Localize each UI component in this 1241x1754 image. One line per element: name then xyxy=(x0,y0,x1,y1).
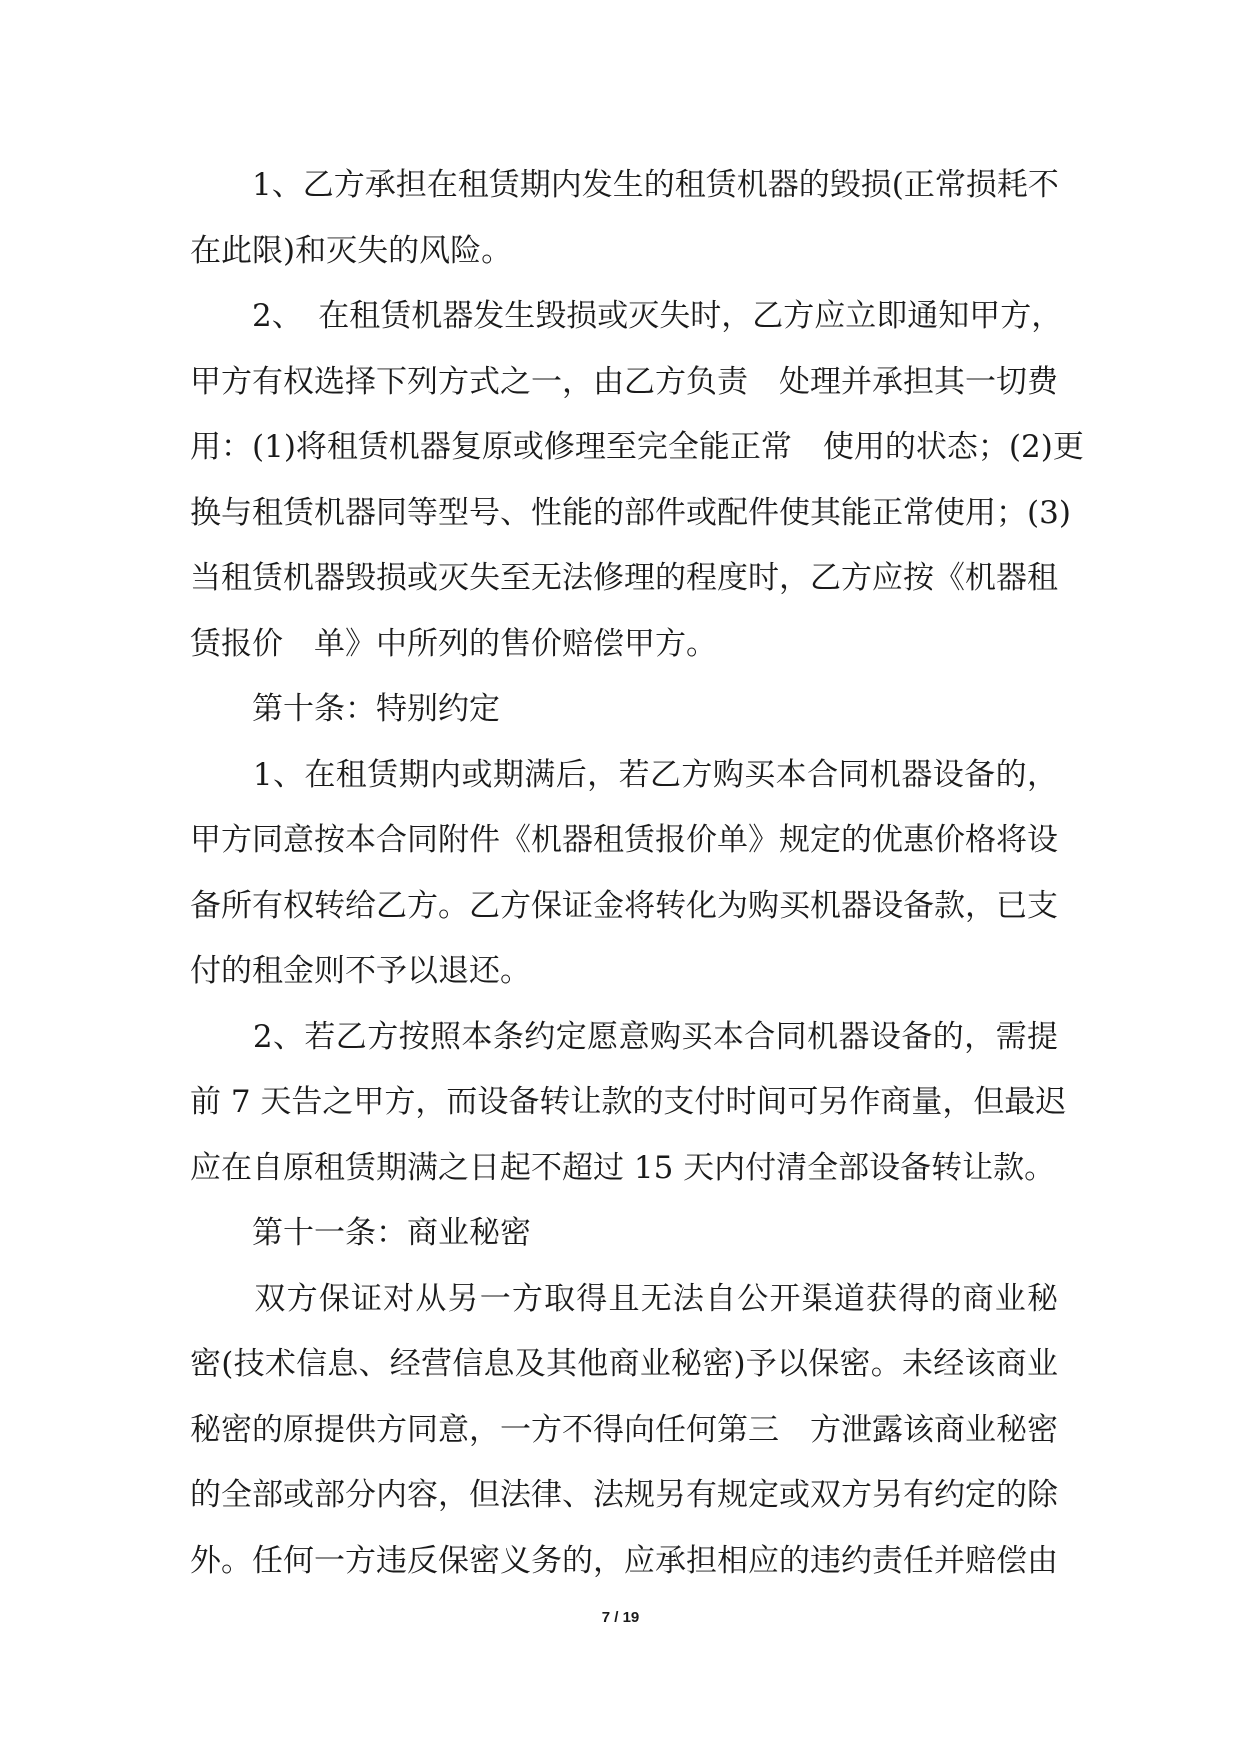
text-line: 第十一条：商业秘密 xyxy=(190,1215,531,1251)
section-heading-article-11 xyxy=(190,1201,1058,1267)
text-line: 付的租金则不予以退还。 xyxy=(190,953,531,989)
text-line: 2、若乙方按照本条约定愿意购买本合同机器设备的，需提 xyxy=(190,1018,1058,1055)
text-line: 备所有权转给乙方。乙方保证金将转化为购买机器设备款，已支 xyxy=(190,887,1058,924)
paragraph-1 xyxy=(190,153,1058,284)
paragraph-5 xyxy=(190,1267,1058,1595)
document-body xyxy=(190,153,1084,1594)
text-line: 在此限)和灭失的风险。 xyxy=(190,232,513,269)
paragraph-4 xyxy=(190,1005,1067,1202)
text-line: 1、在租赁期内或期满后，若乙方购买本合同机器设备的， xyxy=(190,756,1058,793)
text-line: 当租赁机器毁损或灭失至无法修理的程度时，乙方应按《机器租 xyxy=(190,560,1058,596)
text-line: 换与租赁机器同等型号、性能的部件或配件使其能正常使用；(3) xyxy=(190,494,1071,531)
text-line: 的全部或部分内容，但法律、法规另有规定或双方另有约定的除 xyxy=(190,1477,1058,1513)
text-line: 用：(1)将租赁机器复原或修理至完全能正常 使用的状态；(2)更 xyxy=(190,429,1084,465)
text-line: 应在自原租赁期满之日起不超过 15 天内付清全部设备转让款。 xyxy=(190,1149,1056,1186)
paragraph-3 xyxy=(190,743,1058,1005)
text-line: 第十条：特别约定 xyxy=(190,691,500,727)
text-line: 秘密的原提供方同意，一方不得向任何第三 方泄露该商业秘密 xyxy=(190,1411,1058,1448)
text-line: 双方保证对从另一方取得且无法自公开渠道获得的商业秘 xyxy=(190,1280,1058,1317)
text-line: 密(技术信息、经营信息及其他商业秘密)予以保密。未经该商业 xyxy=(190,1346,1058,1382)
paragraph-2 xyxy=(190,284,1084,677)
text-line: 甲方有权选择下列方式之一，由乙方负责 处理并承担其一切费 xyxy=(190,363,1058,400)
text-line: 外。任何一方违反保密义务的，应承担相应的违约责任并赔偿由 xyxy=(190,1542,1058,1579)
text-line: 赁报价 单》中所列的售价赔偿甲方。 xyxy=(190,625,717,662)
text-line: 1、乙方承担在租赁期内发生的租赁机器的毁损(正常损耗不 xyxy=(190,167,1059,203)
text-line: 2、 在租赁机器发生毁损或灭失时，乙方应立即通知甲方， xyxy=(190,298,1063,334)
text-line: 甲方同意按本合同附件《机器租赁报价单》规定的优惠价格将设 xyxy=(190,822,1058,858)
text-line: 前 7 天告之甲方，而设备转让款的支付时间可另作商量，但最迟 xyxy=(190,1084,1067,1120)
section-heading-article-10 xyxy=(190,677,1058,743)
page-number: 7 / 19 xyxy=(601,1609,640,1626)
